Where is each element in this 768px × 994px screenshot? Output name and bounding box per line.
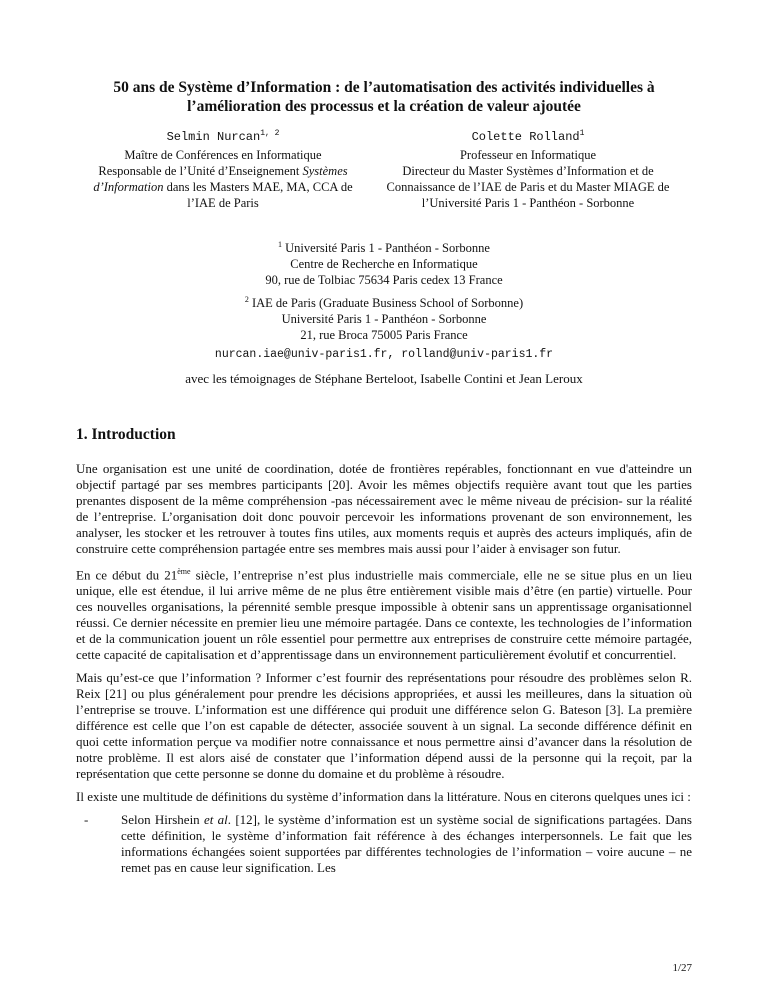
affiliation-2: $^2$ IAE de Paris (Graduate Business School of Sorbonne) Université Paris 1 - Panthéon - Sorbonne 21, rue Broca 75005 Paris France: [244, 295, 524, 343]
author-2-description: Directeur du Master Systèmes d’Information et de Connaissance de l’IAE de Paris et du Master MIAGE de l’Université Paris 1 - Panthéon - Sorbonne: [386, 164, 670, 210]
author-1-description: Responsable de l’Unité d’Enseignement Systèmes d’Information dans les Masters MAE, MA, CCA de l’IAE de Paris: [93, 164, 353, 210]
author-2-role: Professeur en Informatique: [459, 148, 597, 162]
author-2-name: Colette Rolland: [471, 130, 580, 144]
paragraph: Mais qu’est-ce que l’information ? Informer c’est fournir des représentations pour résoudre des problèmes selon R. Reix [21] ou plus généralement pour prendre les décisions appropriées, et aussi les meilleures, dans la situation où l’entreprise se trouve. L’information est une différence qui produit une différence selon G. Bateson [3]. La première différence est celle que l’on est capable de détecter, associée souvent à un signal. La seconde différence définit en quoi cette information perçue va modifier notre connaissance et nous permettre ainsi d’avancer dans la résolution de notre problème. Il est alors aisé de constater que l’information dépend aussi de la personne qui la reçoit, par la représentation que cette personne se donne du domaine et du problème à résoudre.: [76, 670, 692, 782]
list-item: [76, 812, 692, 876]
title-line-1: 50 ans de Système d’Information : de l’automatisation des activités individuelles à: [113, 79, 655, 96]
page-number: 1/27: [672, 962, 692, 974]
paragraph: Il existe une multitude de définitions du système d’information dans la littérature. Nous en citerons quelques unes ici :: [76, 789, 691, 805]
author-1-role: Maître de Conférences en Informatique: [124, 148, 322, 162]
author-1-name: Selmin Nurcan: [166, 130, 261, 144]
testimony-note: avec les témoignages de Stéphane Berteloot, Isabelle Contini et Jean Leroux: [185, 371, 583, 386]
affiliation-1: $^1$ Université Paris 1 - Panthéon - Sorbonne Centre de Recherche en Informatique 90, rue de Tolbiac 75634 Paris cedex 13 France: [265, 240, 503, 288]
paragraph: En ce début du 21ème siècle, l’entreprise n’est plus industrielle mais commerciale, elle ne se situe plus en un lieu unique, elle est étendue, il lui arrive même de ne plus être entièrement visible mais d’être (en partie) virtuelle. Pour ces nouvelles organisations, la pérennité semble presque impossible à obtenir sans un apprentissage organisationnel réussi. Ce dernier nécessite en premier lieu une mémoire partagée. Dans ce contexte, les technologies de l’information et de la communication jouent un rôle essentiel pour permettre aux entreprises de construire cette mémoire partagée, cette capacité de capitalisation et d’apprentissage dans un environnement particulièrement évolutif et concurrentiel.: [76, 567, 692, 663]
paragraph: Une organisation est une unité de coordination, dotée de frontières repérables, fonctionnant en vue d'atteindre un objectif partagé par ses membres participants [20]. Avoir les mêmes objectifs requière avant tout que les parties prenantes disposent de la même compréhension -pas nécessairement avec le même niveau de précision- sur la réalité de l’entreprise. L’organisation doit donc pouvoir percevoir les informations provenant de son environnement, les analyser, les stocker et les retrouver à toutes fins utiles, aux moments requis et auprès des acteurs impliqués, afin de construire cette compréhension partagée entre ses membres mais aussi pour l’aider à envisager son futur.: [76, 461, 692, 556]
author-1-affil-marker: 1, 2: [260, 129, 280, 138]
body-text: [76, 461, 692, 876]
author-emails: nurcan.iae@univ-paris1.fr, rolland@univ-paris1.fr: [214, 348, 554, 362]
paper-title: [60, 78, 708, 116]
section-heading: 1. Introduction: [76, 426, 176, 443]
author-2: [378, 126, 678, 211]
title-line-2: l’amélioration des processus et la création de valeur ajoutée: [187, 98, 581, 115]
author-2-affil-marker: 1: [579, 129, 585, 138]
list-item-text: Selon Hirshein et al. [12], le système d’information est un système social de significations partagées. Dans cette définition, le système d’information fait référence à des échanges interpersonnels. Le fait que les informations échangées soient supportées par différentes technologies de l’information – voire aucune – ne remet pas en cause leur signification. Les: [121, 812, 692, 876]
author-1: [88, 126, 358, 211]
affiliations: [0, 237, 768, 363]
bullet-dash: -: [84, 812, 89, 828]
